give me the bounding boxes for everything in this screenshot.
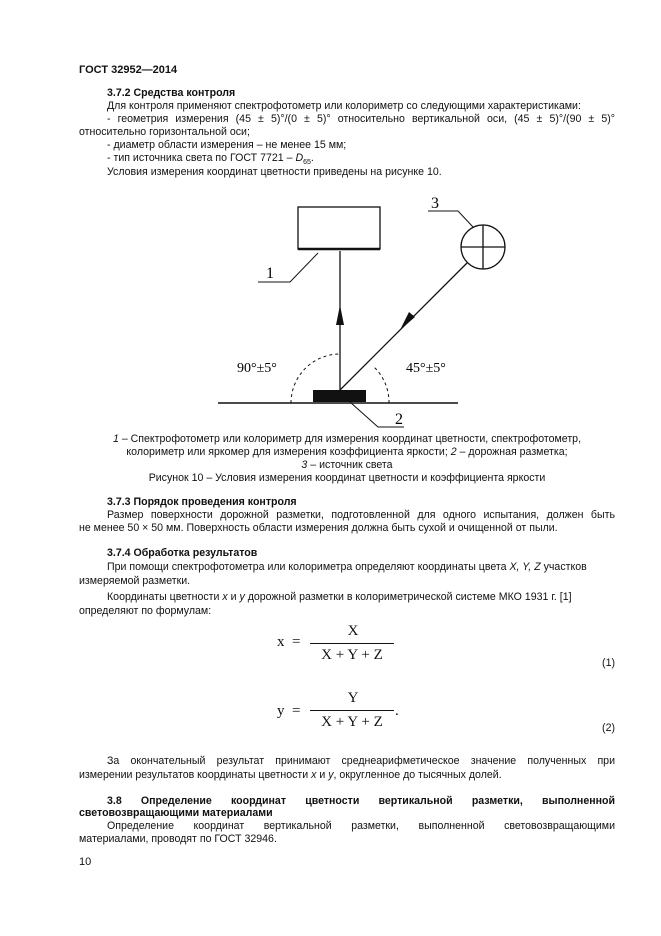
section-3-7-3-title: 3.7.3 Порядок проведения контроля (107, 496, 297, 508)
s374-p2-line-1: Координаты цветности x и y дорожной разметки в колориметрической системе МКО 1931 г. [1] (107, 591, 572, 603)
figure-label-1: 1 (266, 265, 274, 282)
section-3-7-4-title: 3.7.4 Обработка результатов (107, 547, 258, 559)
formula-1-numerator: X (347, 623, 359, 639)
document-header: ГОСТ 32952—2014 (79, 64, 178, 76)
s373-line-1: Размер поверхности дорожной разметки, подготовленной для одного испытания, должен быть (107, 509, 615, 521)
s38-p-line-2: материалами, проводят по ГОСТ 32946. (79, 833, 277, 845)
incident-arrowhead-icon (400, 312, 415, 330)
figure-legend-line-3: 3 – источник света (301, 459, 393, 471)
figure-label-2: 2 (395, 411, 403, 428)
angle-arc-45 (374, 367, 389, 403)
s372-intro: Для контроля применяют спектрофотометр или колориметр со следующими характеристиками: (107, 100, 581, 112)
figure-10-diagram (0, 180, 661, 435)
s374-p2-line-2: определяют по формулам: (79, 605, 212, 617)
formula-2-period: . (395, 703, 399, 719)
formula-1-denominator: X + Y + Z (321, 647, 383, 663)
s374-p1-line-1: При помощи спектрофотометра или колориметра определяют координаты цвета X, Y, Z участков (107, 561, 587, 573)
spectrophotometer-box (298, 207, 380, 249)
formula-1-fraction-bar (310, 643, 394, 644)
vertical-arrowhead-icon (336, 305, 344, 325)
s374-p3-line-1: За окончательный результат принимают среднеарифметическое значение полученных при (107, 755, 615, 767)
section-3-7-2-title: 3.7.2 Средства контроля (107, 87, 236, 99)
s38-p-line-1: Определение координат вертикальной разметки, выполненной световозвращающими (107, 820, 615, 832)
s374-p1-line-2: измеряемой разметки. (79, 575, 191, 587)
s372-bullet-light-source: - тип источника света по ГОСТ $7721 - D_{65}$. (107, 152, 314, 167)
page-number: 10 (79, 856, 92, 868)
formula-2-number: (2) (602, 722, 615, 734)
s372-conditions: Условия измерения координат цветности приведены на рисунке 10. (107, 166, 442, 178)
figure-label-3: 3 (431, 195, 439, 212)
s372-bullet-geometry-cont: относительно горизонтальной оси; (79, 126, 250, 138)
formula-2-numerator: Y (347, 690, 359, 706)
s373-line-2: не менее 50 × 50 мм. Поверхность области измерения должна быть сухой и очищенной от пыли. (79, 522, 558, 534)
figure-caption: Рисунок 10 – Условия измерения координат цветности и коэффициента яркости (148, 472, 546, 484)
road-marking-sample (313, 390, 366, 402)
formula-2-lhs: y = (277, 703, 301, 719)
figure-legend-line-2: колориметр или яркомер для измерения коэффициента яркости; 2 – дорожная разметка; (126, 446, 568, 458)
formula-1-lhs: x = (277, 634, 301, 650)
leader-line-3 (428, 211, 473, 227)
s372-bullet-geometry: - геометрия измерения (45 ± 5)°/(0 ± 5)° относительно вертикальной оси, (45 ± 5)°/(90 ± 5)° (107, 113, 615, 125)
angle-label-45: 45°±5° (406, 361, 446, 376)
figure-legend-line-1: 1 – Спектрофотометр или колориметр для измерения координат цветности, спектрофотометр, (112, 433, 582, 445)
s374-p3-line-2: измерении результатов координаты цветности x и y, округленное до тысячных долей. (79, 769, 502, 781)
section-3-8-title-cont: световозвращающими материалами (79, 807, 273, 819)
angle-label-90: 90°±5° (237, 361, 277, 376)
formula-2-denominator: X + Y + Z (321, 714, 383, 730)
s372-bullet-diameter: - диаметр области измерения – не менее 15 мм; (107, 139, 347, 151)
formula-2-fraction-bar (310, 710, 394, 711)
section-3-8-title: 3.8 Определение координат цветности вертикальной разметки, выполненной (107, 795, 615, 807)
formula-1-number: (1) (602, 657, 615, 669)
